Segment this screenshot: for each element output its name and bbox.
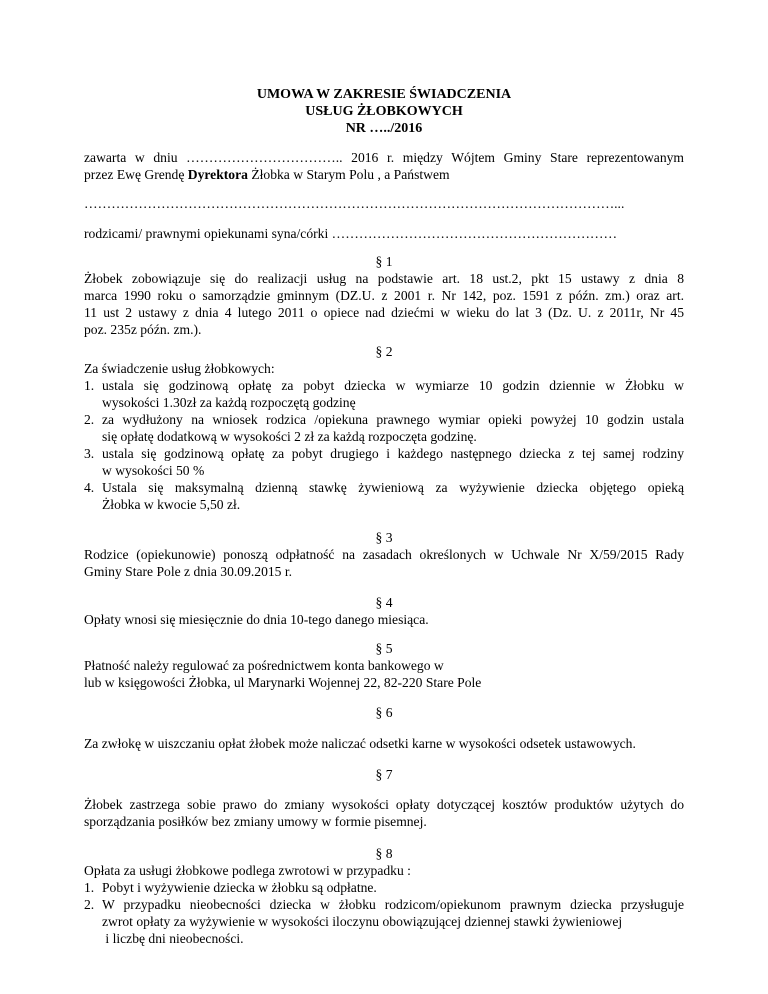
s2-intro: Za świadczenie usług żłobkowych: [84, 361, 275, 376]
section-5-heading: § 5 [375, 641, 393, 656]
list-number: 3. [84, 446, 95, 461]
intro-bold-role: Dyrektora [187, 167, 248, 182]
section-3-body [84, 546, 684, 580]
s1-line1: Żłobek zobowiązuje się do realizacji usług na podstawie art. 18 ust.2, pkt 15 ustawy z dnia 8 [84, 271, 684, 286]
list-number: 1. [84, 880, 95, 895]
section-6-heading: § 6 [375, 705, 393, 720]
list-number: 1. [84, 378, 95, 393]
s8-item2-line3: i liczbę dni nieobecności. [102, 931, 244, 946]
s2-item2-line1: za wydłużony na wniosek rodzica /opiekuna prawnego wymiar opieki powyżej 10 godzin ustala [102, 412, 684, 427]
s5-line1: Płatność należy regulować za pośrednictwem konta bankowego w [84, 658, 444, 673]
doc-title-line2: USŁUG ŻŁOBKOWYCH [305, 104, 463, 119]
intro-line2 [84, 166, 684, 183]
s8-intro: Opłata za usługi żłobkowe podlega zwrotowi w przypadku : [84, 863, 411, 878]
intro-dots: ………………………………………………………………………………………………………... [84, 196, 625, 211]
s2-item1-line2: wysokości 1.30zł za każdą rozpoczętą godzinę [102, 395, 356, 410]
list-number: 4. [84, 480, 95, 495]
section-7-body [84, 796, 684, 830]
s2-item2-line2: się opłatę dodatkową w wysokości 2 zł za każdą rozpoczęta godzinę. [102, 429, 477, 444]
s2-item4-line1: Ustala się maksymalną dzienną stawkę żywieniową za wyżywienie dziecka objętego opieką [102, 480, 684, 495]
section-1-body [84, 270, 684, 338]
section-1-heading: § 1 [375, 254, 393, 269]
intro-text: przez Ewę Grendę [84, 167, 188, 182]
s5-line2: lub w księgowości Żłobka, ul Marynarki Wojennej 22, 82-220 Stare Pole [84, 675, 482, 690]
s1-line4: poz. 235z późn. zm.). [84, 322, 202, 337]
intro-line1: zawarta w dniu …………………………….. 2016 r. między Wójtem Gminy Stare reprezentowanym [84, 150, 684, 165]
s2-item1-line1: ustala się godzinową opłatę za pobyt dziecka w wymiarze 10 godzin dziennie w Żłobku w [102, 378, 684, 393]
s6-line1: Za zwłokę w uiszczaniu opłat żłobek może naliczać odsetki karne w wysokości odsetek ustawowych. [84, 736, 636, 751]
intro-parents: rodzicami/ prawnymi opiekunami syna/córki ……………………………………………………… [84, 226, 618, 241]
section-3-heading: § 3 [375, 530, 393, 545]
s3-line1: Rodzice (opiekunowie) ponoszą odpłatność na zasadach określonych w Uchwale Nr X/59/2015 Rady [84, 547, 684, 562]
s7-line2: sporządzania posiłków bez zmiany umowy w formie pisemnej. [84, 814, 427, 829]
doc-title-line1: UMOWA W ZAKRESIE ŚWIADCZENIA [256, 87, 512, 102]
intro-text-2: Żłobka w Starym Polu , a Państwem [247, 167, 450, 182]
section-7-heading: § 7 [375, 767, 393, 782]
section-5-body [84, 657, 684, 691]
s2-item4-line2: Żłobka w kwocie 5,50 zł. [102, 497, 241, 512]
s8-item2-line1: W przypadku nieobecności dziecka w żłobku rodzicom/opiekunom prawnym dziecka przysługuje [102, 897, 684, 912]
s1-line3: 11 ust 2 ustawy z dnia 4 lutego 2011 o opiece nad dziećmi w wieku do lat 3 (Dz. U. z 2011r, Nr 45 [84, 305, 684, 320]
s8-item2-line2: zwrot opłaty za wyżywienie w wysokości iloczynu obowiązującej dziennej stawki żywieniowej [102, 914, 623, 929]
list-number: 2. [84, 897, 95, 912]
s8-item1-line1: Pobyt i wyżywienie dziecka w żłobku są odpłatne. [102, 880, 377, 895]
s7-line1: Żłobek zastrzega sobie prawo do zmiany wysokości opłaty dotyczącej kosztów produktów użytych do [84, 797, 684, 812]
s2-item3-line1: ustala się godzinową opłatę za pobyt drugiego i każdego następnego dziecka z tej samej rodziny [102, 446, 684, 461]
doc-title-number: NR …../2016 [345, 121, 423, 136]
list-number: 2. [84, 412, 95, 427]
s1-line2: marca 1990 roku o samorządzie gminnym (DZ.U. z 2001 r. Nr 142, poz. 1591 z późn. zm.) oraz art. [84, 288, 684, 303]
s2-item3-line2: w wysokości 50 % [102, 463, 205, 478]
section-4-heading: § 4 [375, 595, 393, 610]
s3-line2: Gminy Stare Pole z dnia 30.09.2015 r. [84, 564, 293, 579]
section-2-heading: § 2 [375, 344, 393, 359]
section-8-heading: § 8 [375, 846, 393, 861]
intro-paragraph [84, 149, 684, 183]
s4-line1: Opłaty wnosi się miesięcznie do dnia 10-tego danego miesiąca. [84, 612, 429, 627]
